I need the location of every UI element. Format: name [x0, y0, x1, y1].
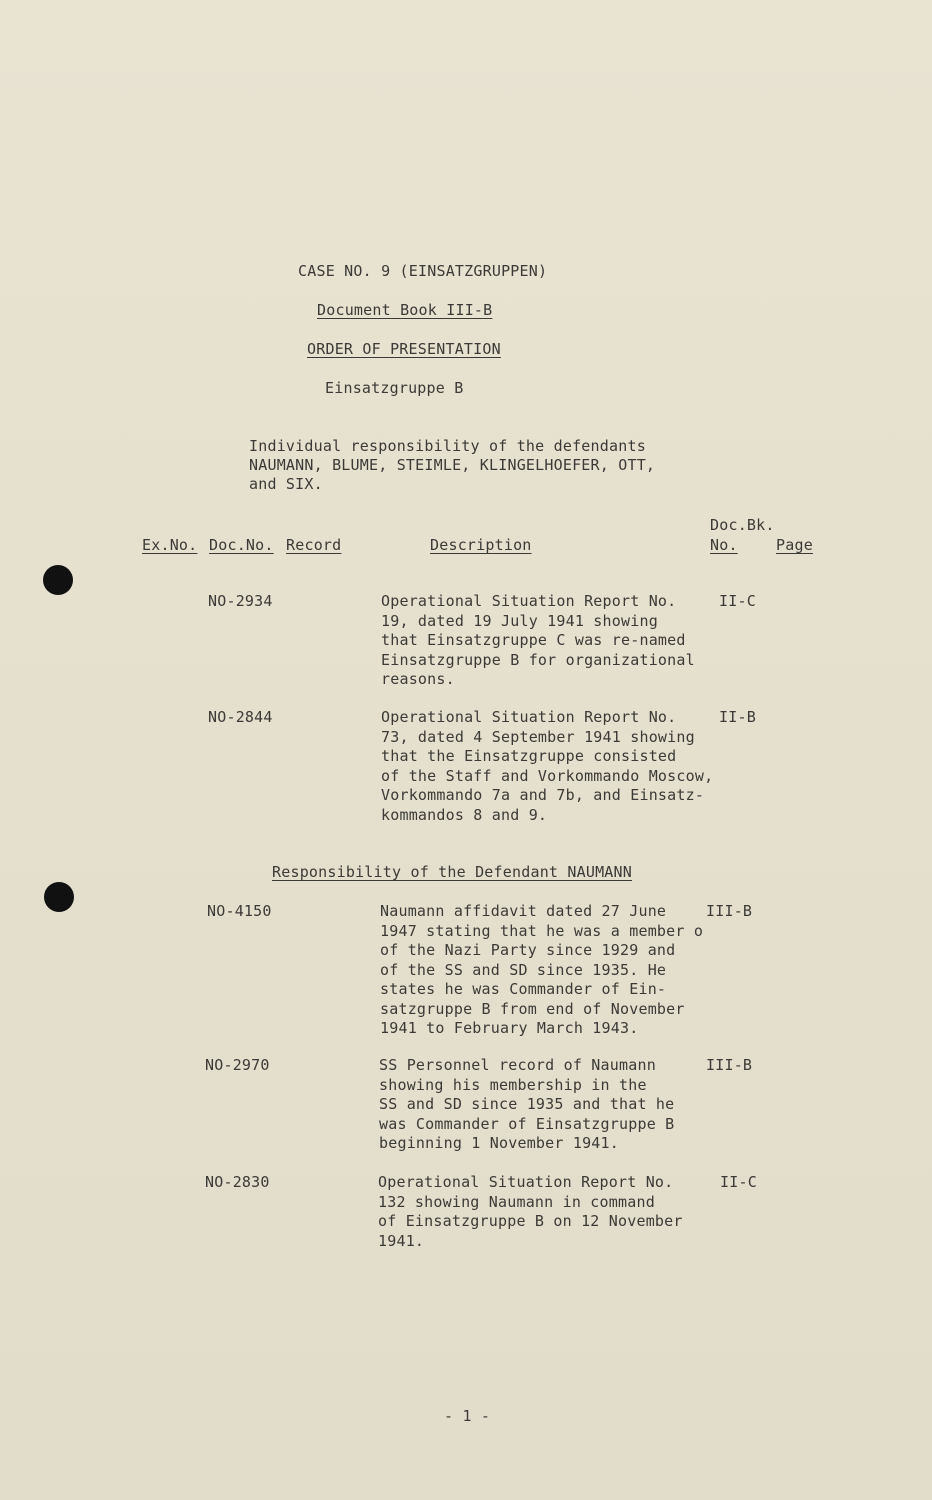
entry-doc-no: NO-2970	[205, 1056, 270, 1074]
entry-doc-no: NO-4150	[207, 902, 272, 920]
section-heading-naumann: Responsibility of the Defendant NAUMANN	[272, 863, 632, 881]
entry-description: Naumann affidavit dated 27 June 1947 stating that he was a member o of the Nazi Party since 1929 and of the SS and SD since 1935. He states he was Commander of Ein- satzgruppe B from end of November 1941 to February March 1943.	[380, 902, 704, 1037]
column-page: Page	[776, 536, 813, 554]
entry-doc-bk: II-B	[719, 708, 756, 726]
entry-description: SS Personnel record of Naumann showing his membership in the SS and SD since 1935 and that he was Commander of Einsatzgruppe B beginning 1 November 1941.	[379, 1056, 675, 1152]
entry-description: Operational Situation Report No. 19, dated 19 July 1941 showing that Einsatzgruppe C was re-named Einsatzgruppe B for organizational reasons.	[381, 592, 695, 688]
column-description: Description	[430, 536, 532, 554]
order-of-presentation-title: ORDER OF PRESENTATION	[307, 340, 501, 358]
column-record: Record	[286, 536, 342, 554]
entry-doc-no: NO-2830	[205, 1173, 270, 1191]
entry-description: Operational Situation Report No. 132 showing Naumann in command of Einsatzgruppe B on 12 November 1941.	[378, 1173, 683, 1250]
intro-line-2: NAUMANN, BLUME, STEIMLE, KLINGELHOEFER, OTT,	[249, 456, 656, 474]
entry-description: Operational Situation Report No. 73, dated 4 September 1941 showing that the Einsatzgruppe consisted of the Staff and Vorkommando Moscow, Vorkommando 7a and 7b, and Einsatz- kommandos 8 and 9.	[381, 708, 714, 824]
page-number: - 1 -	[444, 1407, 491, 1425]
einsatzgruppe-heading: Einsatzgruppe B	[325, 379, 464, 397]
intro-line-1: Individual responsibility of the defendants	[249, 437, 646, 455]
entry-doc-bk: III-B	[706, 902, 753, 920]
case-title: CASE NO. 9 (EINSATZGRUPPEN)	[298, 262, 548, 280]
punch-hole-top	[43, 565, 73, 595]
entry-doc-no: NO-2844	[208, 708, 273, 726]
column-ex-no: Ex.No.	[142, 536, 198, 554]
entry-doc-bk: II-C	[719, 592, 756, 610]
entry-doc-bk: II-C	[720, 1173, 757, 1191]
entry-doc-no: NO-2934	[208, 592, 273, 610]
document-book-title: Document Book III-B	[317, 301, 493, 319]
column-doc-bk-label: Doc.Bk.	[710, 516, 775, 534]
column-doc-bk-no: No.	[710, 536, 738, 554]
column-doc-no: Doc.No.	[209, 536, 274, 554]
entry-doc-bk: III-B	[706, 1056, 753, 1074]
punch-hole-bottom	[44, 882, 74, 912]
intro-line-3: and SIX.	[249, 475, 323, 493]
